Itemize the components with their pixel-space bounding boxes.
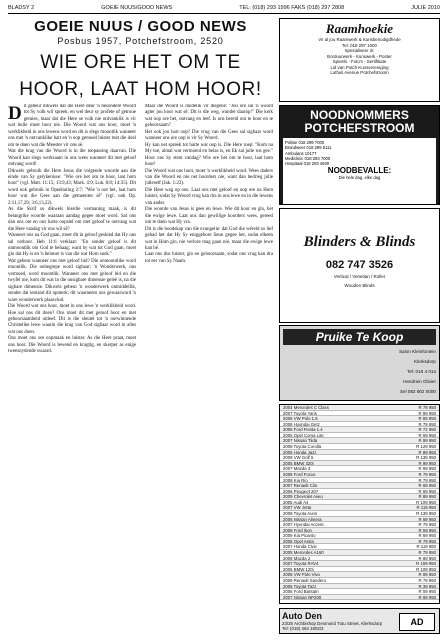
car-price: R 79 950 [418,577,436,583]
car-name: 2005 Toyota Tazz [283,583,317,589]
article-paragraph: Laat ons dus luister, glo en gehoorsaam, sodat ons vrug kan dra tot eer van Sy Naam. [145,252,273,264]
ad-noodnommers-body [283,138,436,205]
ad-text-line: Spieëls - Foto's - Sertifikate [332,59,387,64]
car-name: 2006 Ford Bantam [283,589,319,595]
car-listing-row [280,595,439,601]
ad-raamhoekie [279,18,440,102]
car-price: R 79 950 [418,477,436,483]
car-price: R 99 950 [418,460,436,466]
ad-text-line: 23/25 Archbishop Desmond Tutu Street, Klerksdorp [282,621,383,626]
article-paragraph: Wanneer ons na God gaan, moet dit in geloof geskied dat Hy ons sal verhoor. Heb 11:6 verklaar: "En sonder geloof is dit onmoontlik om God te behaag; want hy wat tot God gaan, moet glo dat Hy is en 'n beloner is van die wat Hom soek." [8,233,136,258]
car-price: R 89 950 [418,494,436,500]
car-price: R 119 950 [416,505,436,511]
car-price: R 69 950 [418,516,436,522]
ad-text-line: Klerksdorp [414,359,436,364]
ad-text-line: Tel: 018 4 014 [407,369,436,374]
car-name: 2008 Ford Ikon [283,527,312,533]
car-price: R 139 950 [416,455,436,461]
car-price: R 159 950 [416,561,436,567]
article-column-2 [145,104,273,634]
ad-text-line: Vir al jou Raamwerk & Kunsbenodigdhede [318,37,401,42]
advertisement-column [279,18,440,634]
ad-text-line: Hendrien Olivier [403,379,436,384]
postal-address: Posbus 1957, Potchefstroom, 2520 [57,36,224,46]
ad-blinders [279,208,440,323]
car-name: 2006 Nissan Almera [283,516,322,522]
car-name: 2007 VW Jetta [283,505,312,511]
car-name: 2005 Mercedes A160 [283,550,324,556]
ad-text-line: Polisie 018 299 7000 [285,140,325,145]
car-name: 2007 Hyundai Accent [283,522,324,528]
car-name: 2006 BMW 120i [283,566,314,572]
article-paragraph: As die Skrif so dikwels hierdie vermaning maak, is dit belangrike woorde waaraan aandag gegee moet word. Sal ons dan ons ore en ons harte oopstel om met geloof te ontvang wat die Here vandag vir ons wil sê? [8,207,136,232]
car-price: R 78 950 [418,405,436,410]
ad-text-line: Vertical / Venetian / Roller [333,274,386,279]
car-price: R 79 950 [418,550,436,556]
ad-text-line: Lid van Potch Kunsvereniging [330,64,389,70]
article-paragraph: Wat gebeur wanneer ons met geloof bid? Die onmoontlike word moontlik. Die onbegrepe word sigbaar; 'n Wonderwerk, ons vermoed, word moontlik. Wanneer ons met geloof bid en die twyfel nie, kom dit wat in die onsigbare dimensie geleë is, na die sigbare dimensie. Dikwels gebeur 'n wonderwerk onmiddellik, sonder dat iemand dit opmerk; dit waarneem ons gewaarword 'n ware wonderwerk plaasvind. [8,258,136,303]
car-price: R 89 950 [418,449,436,455]
article-paragraph: Dit is die boodskap van die evangelie: dat God die wêreld so lief gehad het dat Hy Sy eniggebore Seun gegee het, sodat elkeen wat in Hom glo, nie verlore mag gaan nie, maar die ewige lewe kan hê. [145,226,273,251]
car-price: R 79 950 [418,471,436,477]
drop-cap: D [8,104,22,124]
article-paragraph: Wat die krag van die Woord is in die toepassing daarvan. Die Woord kan slegs werksaam in ons wees wanneer dit met geloof ontvang word! [8,149,136,168]
car-price: R 89 950 [418,410,436,416]
article-paragraph: Het ook jou hart oop? Die vrug van die Gees sal sigbaar word wanneer ons ore oop is vir Sy Woord. [145,129,273,142]
ad-text-line: Tel: 018 297 1000 [342,42,377,48]
car-name: 2009 Renault Sandero [283,577,327,583]
ad-text-line: Sel 082 902 0000 [399,389,436,394]
car-name: 2007 Toyota RAV4 [283,561,319,567]
car-name: 2008 Mazda 2 [283,555,311,561]
car-name: 2006 Honda Jazz [283,449,317,455]
paper-name: GOEIE NUUS/GOOD NEWS [101,5,173,11]
car-name: 2006 Ford Fiesta 1.4 [283,427,323,433]
ad-text-line: Salon Kleinfontein [398,349,436,354]
car-price: R 109 950 [416,566,436,572]
ad-car-list [279,404,440,604]
car-price: R 72 950 [418,427,436,433]
ad-text-line: Tel: (018) 464 1802/3 [282,626,324,631]
ad-pruike [279,325,440,401]
car-name: 2007 Honda Civic [283,544,317,550]
ad-pruike-name: Pruike Te Koop [283,329,436,345]
paper-title: GOEIE NUUS / GOOD NEWS [34,18,247,35]
car-name: 2006 VW Polo 1.6 [283,416,318,422]
article-paragraph: Maar die Woord is duidelik vir diegene: "Jou ore sal 'n woord agter jou hoor wat sê: Dit is die weg, wandel daarop!" Die kerk wat oop ore het, ontvang en leef. Is ons bereid om te hoor en te gehoorsaam? [145,104,273,129]
page-number: BLADSY 2 [8,5,35,11]
ad-text-line: Wooden Blinds [344,282,375,288]
car-price: R 59 950 [418,432,436,438]
ad-text-line: Spesialiseer in: [344,48,375,53]
car-price: R 39 950 [418,583,436,589]
ad-noodnommers-foot: Die hele dag, elke dag [338,175,381,181]
car-name: 2005 Opel Corsa Lite [283,432,324,438]
ad-auto-den-name: Auto Den [282,611,322,621]
article-paragraph: Ons moet ons ore oopmaak en luister. As die Here praat, moet ons hoor. Die Woord is lewend en kragtig, en skerper as enige tweesnydende swaard. [8,336,136,355]
car-name: 2008 Toyota Auris [283,510,318,516]
ad-blinders-name: Blinders & Blinds [303,234,416,250]
car-price: R 59 950 [418,527,436,533]
ad-raamhoekie-name: Raamhoekie [325,21,394,36]
car-price: R 79 950 [418,522,436,528]
ad-text-line: Mediclinic 018 293 7000 [285,155,331,161]
car-name: 2007 Nissan NP200 [283,594,322,600]
car-name: 2007 Renault Clio [283,483,318,489]
masthead [8,18,273,100]
car-name: 2008 VW Polo Vivo [283,572,320,578]
ad-text-line: Brandweer 018 299 5111 [285,145,332,151]
car-price: R 99 950 [418,438,436,444]
auto-den-logo: AD [399,613,435,631]
ad-noodnommers-title: NOODNOMMERS POTCHEFSTROOM [304,108,415,135]
car-name: 2004 Mercedes C Class [283,405,329,410]
ad-blinders-phone: 082 747 3526 [325,259,394,271]
car-name: 2006 Ford Focus [283,471,316,477]
car-name: 2009 Kia Picanto [283,533,316,539]
car-price: R 79 950 [418,538,436,544]
car-name: 2005 Audi A4 [283,499,309,505]
car-price: R 69 950 [418,483,436,489]
car-price: R 59 950 [418,589,436,595]
article-paragraph: Die Here wag op ons. Laat ons met geloof en oop ore na Hom luister, sodat Sy Woord vrug kan dra in ons lewe en in die lewens van ander. [145,187,273,206]
article-paragraph: Die Woord wat ons hoor, moet 'n werklikheid word. Wees daders van die Woord en nie net hoorders nie, want dan bedrieg julle julleself (Jak. 1:22). [145,168,273,187]
article-paragraph: Die Woord wat ons hoor, moet in ons lewe 'n werklikheid word. Hoe sal ons dit doen? Ons moet dit met geloof hoor en met gehoorsaamheid uitleef. Dit is die sleutel tot 'n oorwinnende Christelike lewe waarin die krag van God sigbaar word in alles wat ons doen. [8,304,136,335]
car-name: 2007 Nissan Tiida [283,438,318,444]
ad-noodnommers [279,105,440,205]
car-name: 2008 Toyota Corolla [283,444,322,450]
car-name: 2009 VW Golf 5 [283,455,314,461]
article-paragraph: Die woorde van Jesus is gees en lewe. Wie dit hoor en glo, het die ewige lewe. Laat ons dan gewillige hoorders wees, gereed om te doen wat Hy vra. [145,207,273,226]
car-price: R 119 950 [416,544,436,550]
page-header [8,5,440,14]
car-price: R 109 950 [416,499,436,505]
car-name: 2008 Hyundai Getz [283,421,320,427]
headline-line-2: HOOR, LAAT HOM HOOR! [19,79,262,100]
article-column-1 [8,104,136,634]
car-price: R 129 950 [416,444,436,450]
car-name: 2008 Kia Rio [283,477,308,483]
headline-line-1: WIE ORE HET OM TE [40,52,241,73]
car-name: 2005 BMW 320i [283,460,314,466]
car-price: R 79 950 [418,421,436,427]
car-price: R 89 950 [418,555,436,561]
contact-info: TEL: (018) 293 1996 FAKS (018) 297 2808 [239,5,345,11]
car-name: 2007 Mazda 3 [283,466,311,472]
car-price: R 69 950 [418,594,436,600]
ad-text-line: Borduurwerk - Kunswerk - Poster [327,53,392,59]
car-name: 2007 Toyota Yaris [283,410,317,416]
article-paragraph: Dikwels gebruik die Here Jesus die volgende woorde aan die einde van Sy gelykenisse: "Wie ore het om te hoor, laat hom hoor" (vgl. Matt. 11:15; 13:9,43; Mark. 4:9; Luk. 8:8; 14:35). Dit word ook gebruik in Openbaring 2:7: "Wie 'n oor het, laat hom hoor wat die Gees aan die gemeentes sê" (vgl. ook Op. 2:11,17,29; 3:6,13,22). [8,168,136,206]
ad-text-line: Luthuli Avenue Potchefstroom [330,70,389,75]
car-price: R 139 950 [416,510,436,516]
car-name: 2006 Peugeot 207 [283,488,319,494]
car-name: 2009 Chevrolet Aveo [283,494,323,500]
car-price: R 89 950 [418,416,436,422]
ad-text-line: Hospitaal 018 293 4600 [285,161,330,167]
article-paragraph: Dit gebeur dikwels dat die Here deur 'n besondere Woord tot Sy volk wil spreek, en wel deur sy profete of getroue getuies, maar dat die Here se volk nie ontvanklik is vir wat hulle moet hoor nie. Die Woord wat ons hoor, moet 'n werklikheid in ons lewens word en dit is slegs moontlik wanneer ons met 'n ontvanklike hart en 'n oop gemoed luister met die doel om te doen wat die Meester vir ons sê. [8,104,136,148]
issue-date: JULIE 2010 [411,5,440,11]
ad-auto-den [279,608,440,634]
ad-text-line: Ambulans 10177 [285,150,317,156]
car-name: 2006 Opel Astra [283,538,314,544]
car-price: R 89 950 [418,572,436,578]
car-price: R 99 950 [418,466,436,472]
car-price: R 69 950 [418,488,436,494]
ad-noodnommers-heading: NOODBEVALLE: [327,166,392,176]
car-price: R 69 950 [418,533,436,539]
article-paragraph: Hy kan net spreek tot harte wat oop is. Die Here roep: "Kom na My toe, almal wat vermoeid en belas is, en Ek sal julle rus gee." Hoor ons Sy stem vandag? Wie ore het om te hoor, laat hom hoor! [145,142,273,168]
